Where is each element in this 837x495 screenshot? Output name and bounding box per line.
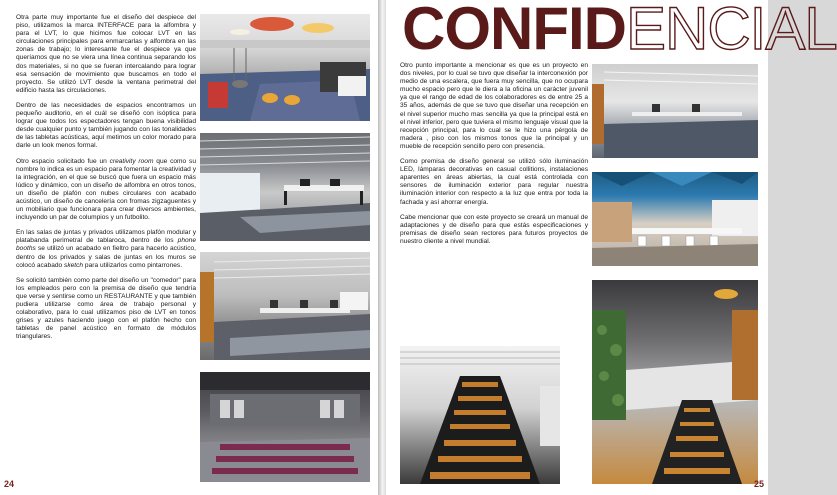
auditorium-photo bbox=[200, 372, 370, 482]
creativity-room-illustration bbox=[200, 14, 370, 121]
paragraph-creativity-room bbox=[16, 158, 196, 223]
text-run: que como su nombre lo indica es un espacio para fomentar la creatividad y la integración, en el que se buscó que fuera un espacio más lúdico y dinámico, con un diseño de alfombra en otros tonos, un diseño de plafón con nubes circulares con acabado acústico, un diseño de cancelería con fromas zigzaguentes y un mobiliario que funcionara para crear diversos ambientes, incluyendo un par de columpios y un futbolito. bbox=[16, 157, 196, 222]
text-run: Otro espacio solicitado fue un bbox=[16, 157, 110, 165]
upper-stair-photo bbox=[592, 280, 758, 484]
left-text-column bbox=[16, 14, 196, 348]
corridor-photo bbox=[592, 64, 758, 158]
paragraph-auditorium: Dentro de las necesidades de espacios encontramos un pequeño auditorio, en el cuál se diseñó con isóptica para lograr que todos los espectadores tengan buena visibilidad desde cualquier punto y también jugando con las tonalidades de las tabletas acústicas, aquí metimos un color morado para darle un look menos formal. bbox=[16, 101, 196, 150]
upper-stair-illustration bbox=[592, 280, 758, 484]
staircase-photo bbox=[400, 346, 560, 484]
paragraph-dining: Se solicitó también como parte del diseño un "comedor" para los empleados pero con la premisa de diseño que tendría que verse y sentirse como un RESTAURANTE y que también pudiera utilizarse como área de trabajo personal y colaborativo, para lo cual utilizamos piso de LVT en tonos grises y azules haciendo juego con el plafón hecho con tabletas de panel acústico en formato de módulos triangulares. bbox=[16, 276, 196, 341]
open-office-photo bbox=[200, 133, 370, 241]
workstations-illustration bbox=[200, 252, 370, 360]
title-outline-part: ENCIAL bbox=[625, 0, 837, 62]
creativity-room-photo bbox=[200, 14, 370, 121]
magazine-title bbox=[402, 0, 837, 63]
open-office-illustration bbox=[200, 133, 370, 241]
right-text-column bbox=[400, 62, 588, 253]
right-page bbox=[386, 0, 837, 495]
staircase-illustration bbox=[400, 346, 560, 484]
paragraph-floor-design: Otra parte muy importante fue el diseño del despiece del piso, utilizamos la marca INTERFACE para la alfombra y para el LVT, lo que hicimos fue colocar LVT en las circulaciones principales para enmarcarlas y alfombra en las zonas de trabajo; lo interesante fue el despiece ya que queríamos que no se viera una línea continua separando los dos materiales, si no que se fueran intercalando para lograr esa sensación de movimiento que buscamos en todo el proyecto. Se utilizó LVT desde la ventana perimetral del edificio hasta las circulaciones. bbox=[16, 14, 196, 94]
dining-area-photo bbox=[592, 172, 758, 266]
page-number-left: 24 bbox=[4, 479, 15, 489]
auditorium-illustration bbox=[200, 372, 370, 482]
paragraph-lighting: Como premisa de diseño general se utilizó sólo iluminación LED, lámparas decorativas en casual collitions, instalaciones aparentes en áreas abiertas, la cual está controlada con sensores de iluminación exterior para regular nuestra iluminación interior con respecto a la luz que entra por toda la fachada y así ahorrar energía. bbox=[400, 158, 588, 206]
text-run-italic: creativity room bbox=[109, 157, 154, 165]
dining-area-illustration bbox=[592, 172, 758, 266]
paragraph-meeting-rooms bbox=[16, 229, 196, 269]
paragraph-manual: Cabe mencionar que con este proyecto se creará un manual de adaptaciones y de diseño para que estás especificaciones y premisas de diseño sean rectores para futuros proyectos de nuestro cliente a nivel mundial. bbox=[400, 213, 588, 245]
text-run-italic: phone booths bbox=[16, 237, 196, 253]
corridor-illustration bbox=[592, 64, 758, 158]
workstations-photo bbox=[200, 252, 370, 360]
text-run: se utilizó un acabado en fieltro para hacerlo acústico, dentro de los privados y salas de juntas en los muros se colocó acabado bbox=[16, 245, 196, 269]
text-run: para utilizarlos como pintarrones. bbox=[83, 261, 183, 269]
text-run: En las salas de juntas y privados utilizamos plafón modular y platabanda perimetral de tablaroca, dentro de los bbox=[16, 229, 196, 245]
page-number-right: 25 bbox=[753, 479, 764, 489]
text-run-italic: sketch bbox=[64, 261, 84, 269]
title-solid-part: CONFID bbox=[402, 0, 626, 62]
left-page bbox=[0, 0, 380, 495]
paragraph-staircase: Otro punto importante a mencionar es que es un proyecto en dos niveles, por lo cual se tuvo que diseñar la interconexión por medio de una escalera, que fuera muy sencilla, que no ocupara mucho espacio pero que le diera a la oficina un carácter juvenil ya que el rango de edad de los colaboradores es de entre 25 a 35 años, además de que se tuvo que diseñar una recepción en el nivel superior mucho mas sencilla ya que la principal está en el nivel inferior, pero que tuviera el mismo lenguaje visual que la recepción principal, para lo cual se le hizo una pérgola de madera , piso con los mismos tonos que la principal y un mueble de recepción sencillo pero con presencia. bbox=[400, 62, 588, 150]
